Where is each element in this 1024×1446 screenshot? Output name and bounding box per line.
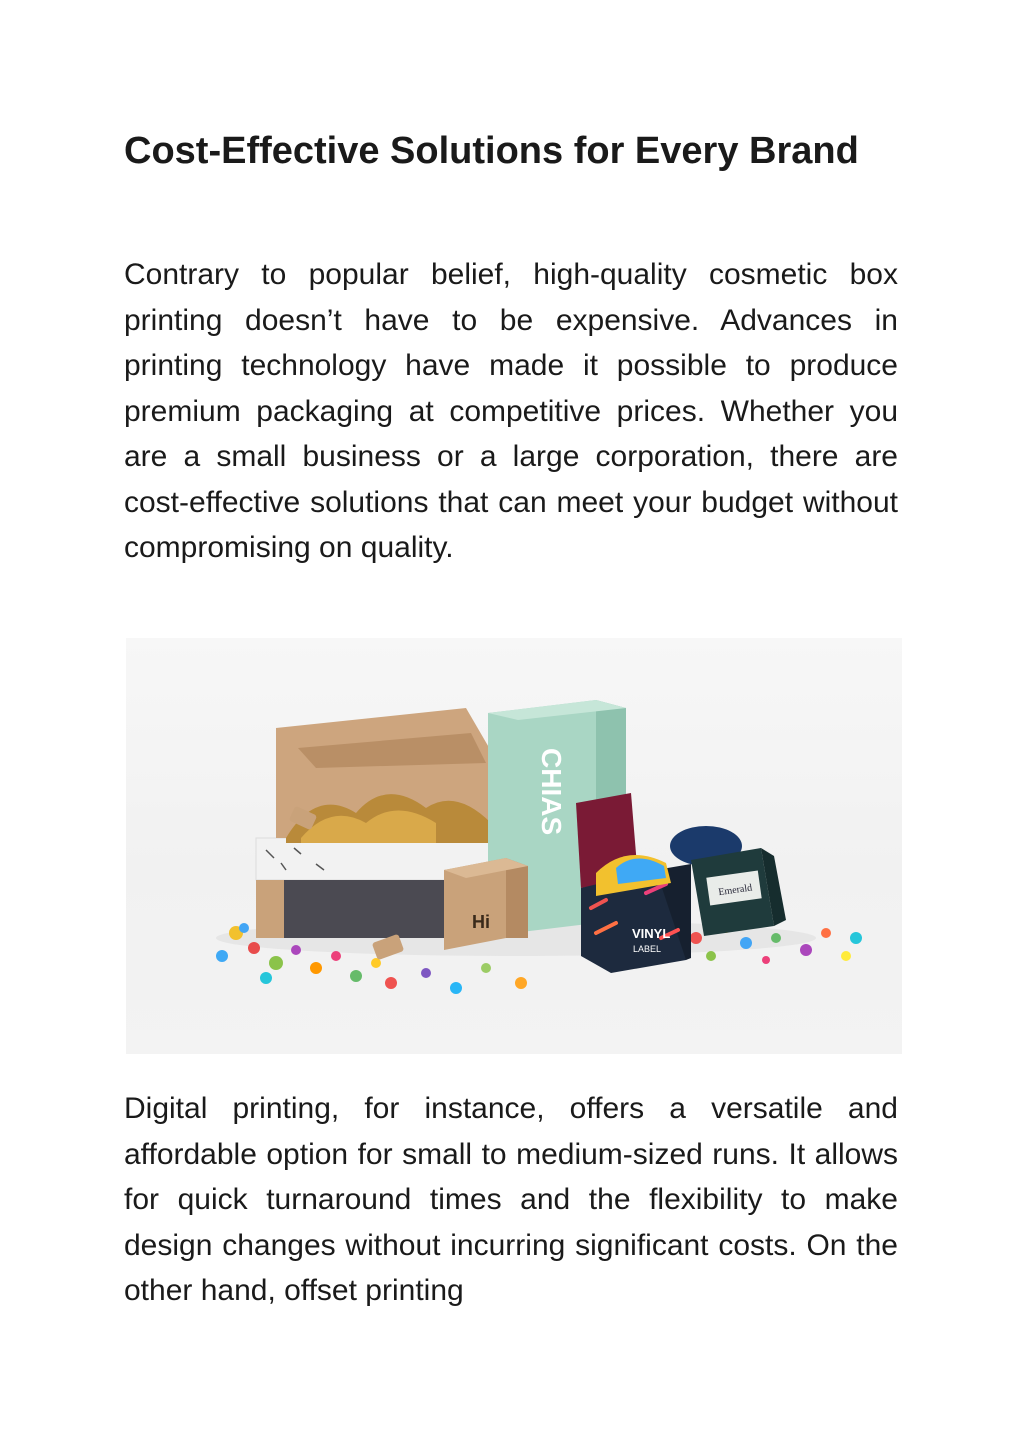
vinyl-box-label-line1: VINYL bbox=[632, 926, 671, 941]
small-kraft-box bbox=[444, 858, 528, 950]
paragraph-digital-printing: Digital printing, for instance, offers a versatile and affordable option for small to medium-sized runs. It allows for quick turnaround times and the flexibility to make design changes without incurring significant costs. On the other hand, offset printing bbox=[124, 1092, 898, 1307]
packaging-boxes-image bbox=[126, 638, 902, 1054]
dark-box-label: Emerald bbox=[717, 882, 753, 899]
tall-box-label: CHIAS bbox=[536, 748, 567, 836]
vinyl-box-label-line2: LABEL bbox=[633, 944, 662, 954]
vinyl-label-box bbox=[576, 793, 691, 973]
section-heading: Cost-Effective Solutions for Every Brand bbox=[124, 130, 859, 172]
paragraph-intro: Contrary to popular belief, high-quality cosmetic box printing doesn’t have to be expensive. Advances in printing technology have made it possible to produce premium packaging at competitive prices. Whether you are a small business or a large corporation, there are cost-effective solutions that can meet your budget without compromising on quality. bbox=[124, 258, 898, 564]
small-box-label: Hi bbox=[472, 912, 490, 932]
packaging-illustration bbox=[126, 638, 902, 1054]
